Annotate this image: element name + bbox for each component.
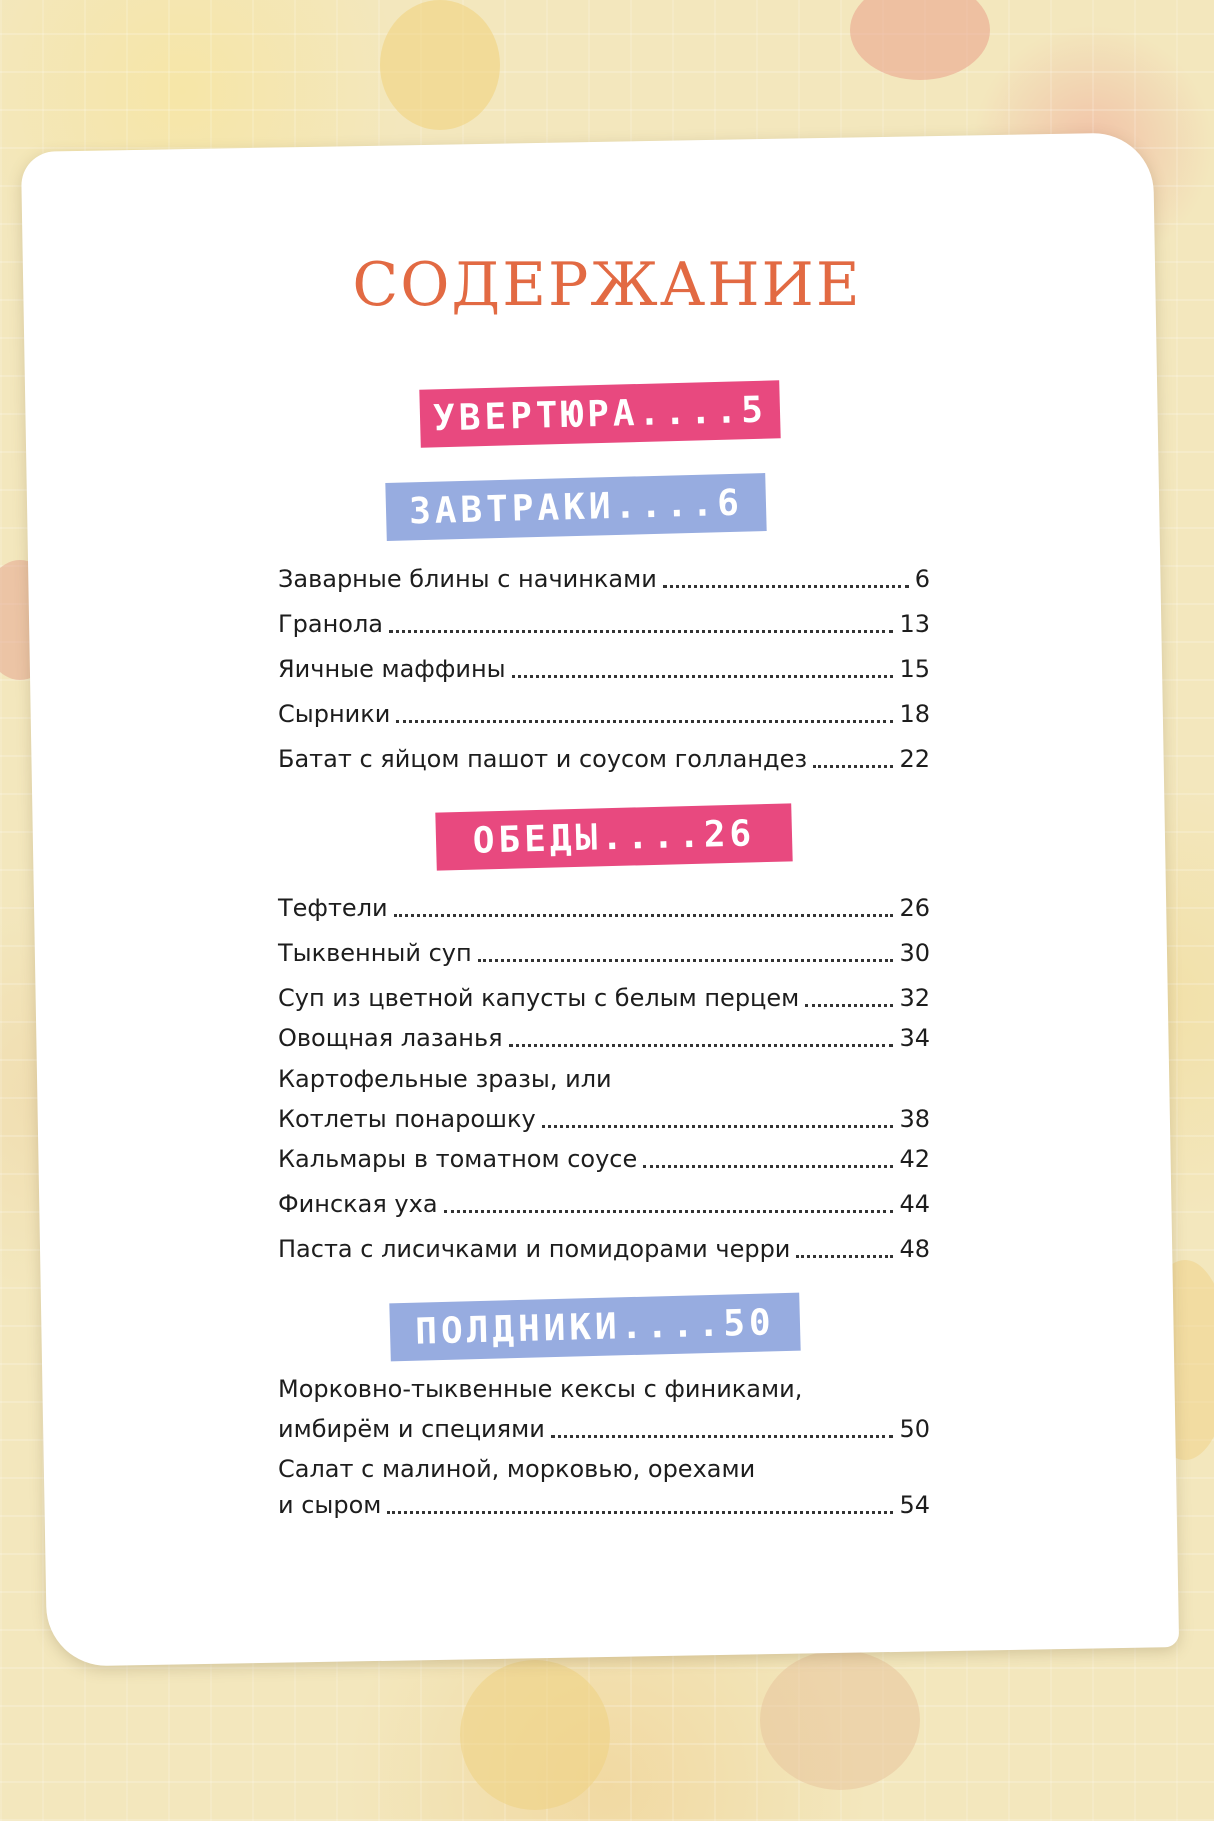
entry-page: 6 (914, 565, 930, 593)
section-band-intro: УВЕРТЮРА....5 (419, 380, 780, 447)
entry-title: Сырники (278, 700, 391, 728)
entry-title-line1: Картофельные зразы, или (278, 1065, 612, 1093)
toc-entry-lunch-4[interactable] (278, 1023, 930, 1053)
toc-entry-lunch-2[interactable] (278, 938, 930, 968)
dot-leader (389, 630, 893, 633)
page-title: СОДЕРЖАНИЕ (352, 250, 862, 320)
entry-title-line1: Салат с малиной, морковью, орехами (278, 1455, 756, 1483)
entry-title: Тыквенный суп (278, 939, 472, 967)
entry-title: Суп из цветной капусты с белым перцем (278, 984, 800, 1012)
entry-page: 22 (899, 745, 930, 773)
entry-title: Батат с яйцом пашот и соусом голландез (278, 745, 808, 773)
entry-page: 26 (899, 894, 930, 922)
entry-title: и сыром (278, 1491, 382, 1519)
entry-title: Кальмары в томатном соусе (278, 1145, 638, 1173)
entry-page: 30 (899, 939, 930, 967)
toc-entry-breakfast-4[interactable] (278, 699, 930, 729)
entry-page: 38 (899, 1105, 930, 1133)
dot-leader (643, 1165, 893, 1168)
pineapple-illustration-bottom (460, 1660, 610, 1810)
dot-leader (663, 585, 909, 588)
entry-page: 48 (899, 1235, 930, 1263)
dot-leader (478, 959, 894, 962)
dot-leader (551, 1435, 894, 1438)
entry-title: Овощная лазанья (278, 1024, 503, 1052)
toc-entry-lunch-6[interactable] (278, 1144, 930, 1174)
toc-entry-lunch-8[interactable] (278, 1234, 930, 1264)
entry-page: 32 (899, 984, 930, 1012)
entry-page: 44 (899, 1190, 930, 1218)
toc-entry-lunch-1[interactable] (278, 893, 930, 923)
entry-page: 15 (899, 655, 930, 683)
dot-leader (542, 1125, 894, 1128)
toc-entry-lunch-5[interactable] (278, 1064, 930, 1134)
toc-entry-breakfast-3[interactable] (278, 654, 930, 684)
entry-page: 50 (899, 1415, 930, 1443)
toc-entry-snack-2[interactable] (278, 1454, 930, 1520)
entry-page: 18 (899, 700, 930, 728)
entry-page: 34 (899, 1024, 930, 1052)
dot-leader (512, 675, 894, 678)
dot-leader (394, 914, 894, 917)
dot-leader (509, 1044, 894, 1047)
dot-leader (444, 1210, 894, 1213)
toc-entry-breakfast-1[interactable] (278, 564, 930, 594)
toc-entry-snack-1[interactable] (278, 1374, 930, 1444)
entry-title: Паста с лисичками и помидорами черри (278, 1235, 791, 1263)
entry-title: имбирём и специями (278, 1415, 545, 1443)
entry-title: Заварные блины с начинками (278, 565, 657, 593)
entry-title: Котлеты понарошку (278, 1105, 536, 1133)
dot-leader (805, 1004, 893, 1007)
muffin-illustration-bottom (760, 1650, 920, 1790)
entry-title: Гранола (278, 610, 383, 638)
entry-title: Тефтели (278, 894, 388, 922)
entry-page: 13 (899, 610, 930, 638)
section-band-snack: ПОЛДНИКИ....50 (389, 1293, 800, 1362)
dot-leader (813, 765, 893, 768)
entry-page: 54 (899, 1491, 930, 1519)
section-band-lunch: ОБЕДЫ....26 (435, 803, 792, 870)
dot-leader (396, 720, 893, 723)
entry-title-line1: Морковно-тыквенные кексы с финиками, (278, 1375, 803, 1403)
dot-leader (387, 1511, 893, 1514)
entry-title: Яичные маффины (278, 655, 506, 683)
toc-entry-breakfast-5[interactable] (278, 744, 930, 774)
dot-leader (796, 1255, 893, 1258)
entry-title: Финская уха (278, 1190, 438, 1218)
toc-entry-lunch-3[interactable] (278, 983, 930, 1013)
pineapple-illustration (380, 0, 500, 130)
section-band-breakfast: ЗАВТРАКИ....6 (385, 473, 766, 541)
toc-entry-breakfast-2[interactable] (278, 609, 930, 639)
entry-page: 42 (899, 1145, 930, 1173)
toc-entry-lunch-7[interactable] (278, 1189, 930, 1219)
